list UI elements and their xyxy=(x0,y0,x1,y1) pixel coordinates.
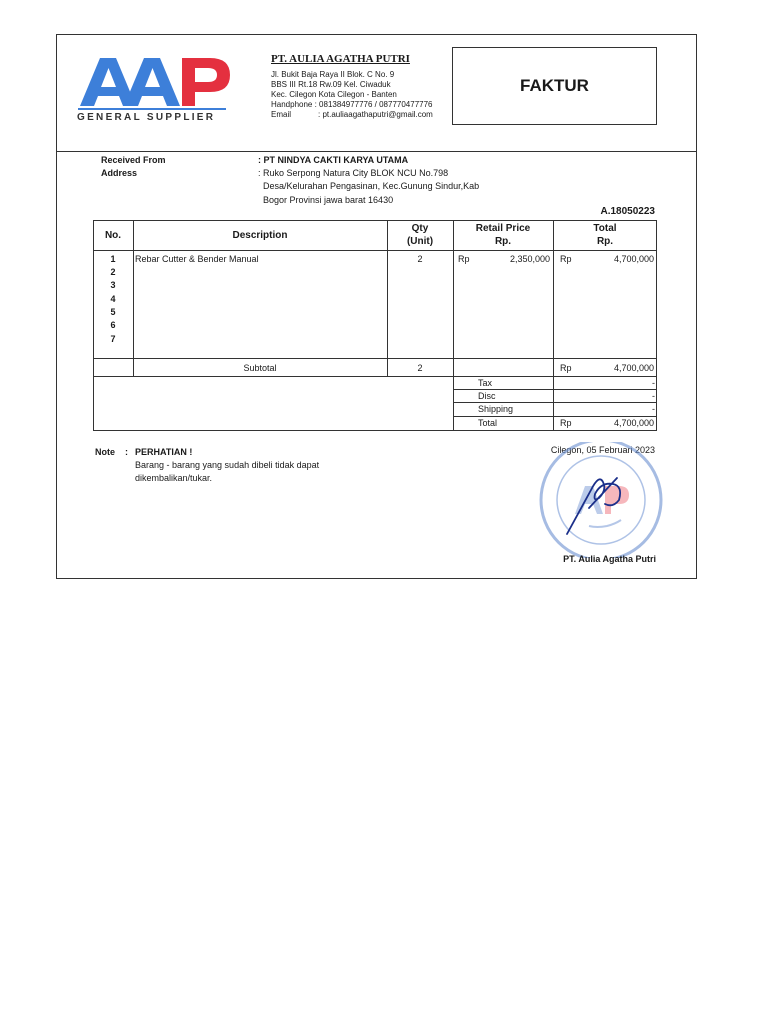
header-total: Total xyxy=(593,223,617,234)
logo-tagline: GENERAL SUPPLIER xyxy=(77,112,216,123)
company-address-1: Jl. Bukit Baja Raya II Blok. C No. 9 xyxy=(271,70,395,79)
received-from-label: Received From xyxy=(101,155,166,165)
company-stamp xyxy=(533,442,669,558)
item-price: 2,350,000 xyxy=(509,254,550,264)
phone-label: Handphone : xyxy=(271,100,320,109)
note-heading: PERHATIAN ! xyxy=(135,447,193,457)
subtotal-qty: 2 xyxy=(417,363,423,373)
place-date: Cilegon, 05 Februari 2023 xyxy=(550,445,655,455)
subtotal-amount: 4,700,000 xyxy=(613,363,654,373)
header-no: No. xyxy=(104,230,122,241)
row-number-5: 5 xyxy=(110,307,116,317)
tax-value: - xyxy=(652,378,655,388)
row-number-1: 1 xyxy=(110,254,116,264)
invoice-number: A.18050223 xyxy=(600,206,655,217)
shipping-label: Shipping xyxy=(478,404,514,414)
subtotal-label: Subtotal xyxy=(243,363,277,373)
header-price-unit: Rp. xyxy=(494,236,512,247)
company-address-3: Kec. Cilegon Kota Cilegon - Banten xyxy=(271,90,397,99)
subtotal-currency: Rp xyxy=(560,363,572,373)
header-price: Retail Price xyxy=(475,223,531,234)
customer-address-3: Bogor Provinsi jawa barat 16430 xyxy=(263,195,394,205)
customer-address-1: : Ruko Serpong Natura City BLOK NCU No.798 xyxy=(258,168,449,178)
address-label: Address xyxy=(101,168,138,178)
customer-address-2: Desa/Kelurahan Pengasinan, Kec.Gunung Sindur,Kab xyxy=(263,181,480,191)
received-from-value: : PT NINDYA CAKTI KARYA UTAMA xyxy=(258,155,409,165)
company-logo xyxy=(78,54,238,112)
total-value: 4,700,000 xyxy=(613,418,654,428)
company-address-2: BBS III Rt.18 Rw.09 Kel. Ciwaduk xyxy=(271,80,391,89)
row-number-7: 7 xyxy=(110,334,116,344)
row-number-4: 4 xyxy=(110,294,116,304)
header-divider xyxy=(57,151,697,152)
note-line-2: dikembalikan/tukar. xyxy=(135,473,213,483)
header-qty-unit: (Unit) xyxy=(406,236,434,247)
phone-value: 081384977776 / 087770477776 xyxy=(319,100,433,109)
company-name: PT. AULIA AGATHA PUTRI xyxy=(271,53,410,65)
note-label: Note xyxy=(95,447,115,457)
note-colon: : xyxy=(125,447,128,457)
row-number-6: 6 xyxy=(110,320,116,330)
tax-label: Tax xyxy=(478,378,493,388)
row-number-2: 2 xyxy=(110,267,116,277)
shipping-value: - xyxy=(652,404,655,414)
disc-value: - xyxy=(652,391,655,401)
email-label: Email xyxy=(271,110,292,119)
summary-col-divider-2 xyxy=(553,376,554,431)
total-label: Total xyxy=(478,418,498,428)
table-subtotal-divider xyxy=(93,358,657,359)
item-qty: 2 xyxy=(417,254,423,264)
signatory-name: PT. Aulia Agatha Putri xyxy=(563,554,656,564)
col-divider-no xyxy=(133,220,134,377)
item-description: Rebar Cutter & Bender Manual xyxy=(135,254,259,264)
item-total-currency: Rp xyxy=(560,254,572,264)
total-currency: Rp xyxy=(560,418,572,428)
header-description: Description xyxy=(232,230,288,241)
table-header-divider xyxy=(93,250,657,251)
row-number-3: 3 xyxy=(110,280,116,290)
document-title: FAKTUR xyxy=(520,76,589,95)
item-total: 4,700,000 xyxy=(613,254,654,264)
disc-label: Disc xyxy=(478,391,496,401)
header-total-unit: Rp. xyxy=(596,236,614,247)
company-phone xyxy=(271,100,433,110)
summary-col-divider-1 xyxy=(453,376,454,431)
item-price-currency: Rp xyxy=(458,254,470,264)
email-value: : pt.auliaagathaputri@gmail.com xyxy=(318,110,433,119)
header-qty: Qty xyxy=(411,223,429,234)
note-line-1: Barang - barang yang sudah dibeli tidak dapat xyxy=(135,460,320,470)
